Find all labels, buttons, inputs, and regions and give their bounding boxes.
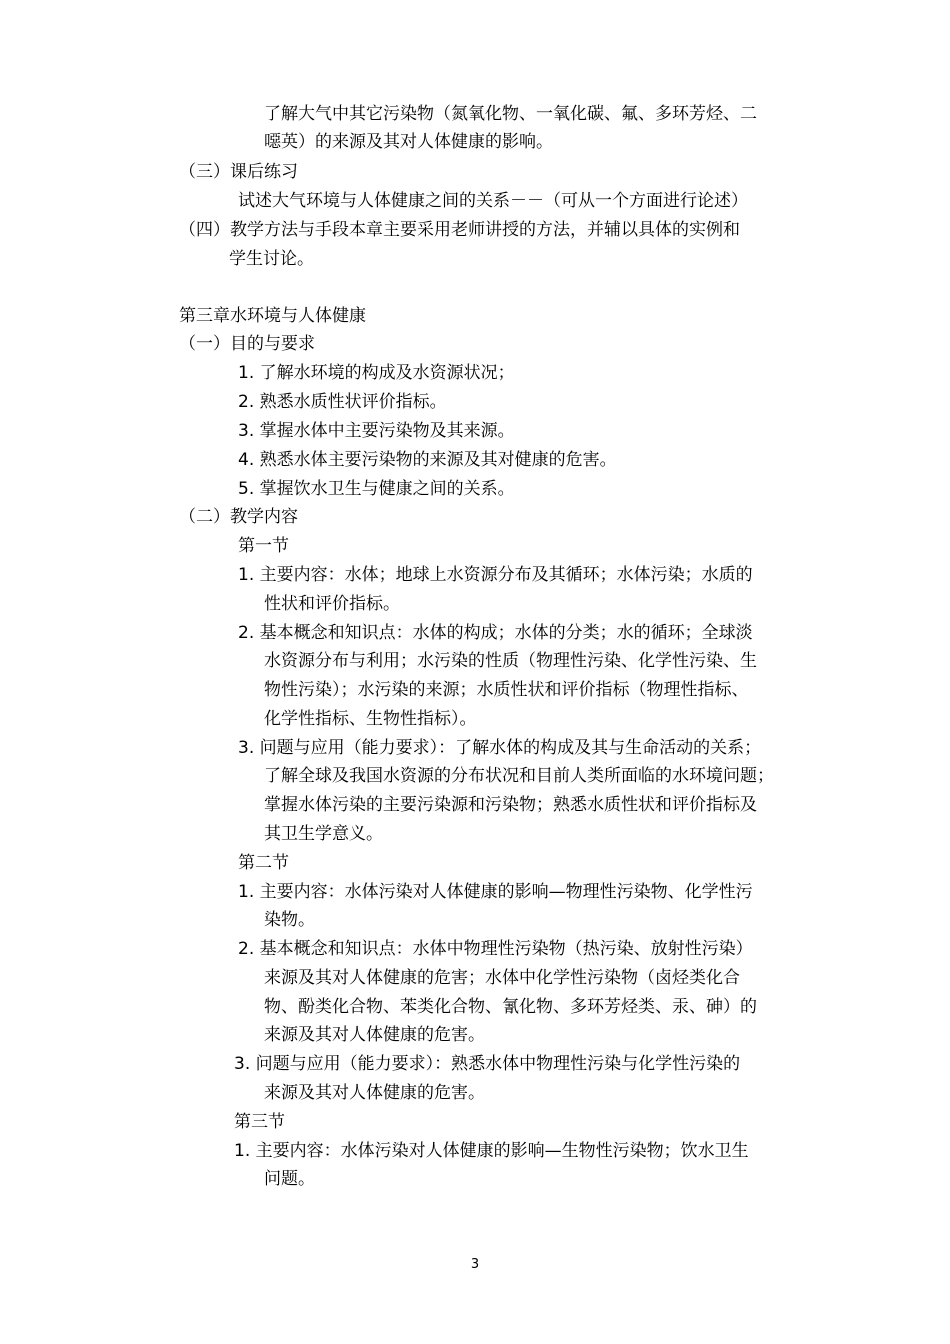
subsection-heading: 第三节 [234,1112,285,1132]
text-line: 物、酚类化合物、苯类化合物、氰化物、多环芳烃类、汞、砷）的 [264,997,757,1017]
list-item: 1. 主要内容：水体污染对人体健康的影响—生物性污染物；饮水卫生 [234,1141,749,1161]
text-line: 试述大气环境与人体健康之间的关系－－（可从一个方面进行论述） [238,191,748,211]
text-line: 来源及其对人体健康的危害。 [264,1025,485,1045]
list-item: 2. 基本概念和知识点：水体中物理性污染物（热污染、放射性污染） [238,939,753,959]
text-line: 学生讨论。 [229,249,314,269]
list-item: 4. 熟悉水体主要污染物的来源及其对健康的危害。 [238,450,617,470]
list-item: 5. 掌握饮水卫生与健康之间的关系。 [238,479,515,499]
subsection-heading: 第一节 [238,536,289,556]
text-line: 了解大气中其它污染物（氮氧化物、一氧化碳、氟、多环芳烃、二 [264,104,757,124]
text-line: 物性污染）；水污染的来源；水质性状和评价指标（物理性指标、 [264,680,749,700]
text-line: 其卫生学意义。 [264,824,383,844]
section-heading: （一）目的与要求 [179,334,315,354]
list-item: 1. 主要内容：水体污染对人体健康的影响—物理性污染物、化学性污 [238,882,753,902]
text-line: 来源及其对人体健康的危害；水体中化学性污染物（卤烃类化合 [264,968,740,988]
text-line: 掌握水体污染的主要污染源和污染物；熟悉水质性状和评价指标及 [264,795,757,815]
text-line: 化学性指标、生物性指标）。 [264,709,477,729]
text-line: 了解全球及我国水资源的分布状况和目前人类所面临的水环境问题； [264,766,774,786]
list-item: 1. 主要内容：水体；地球上水资源分布及其循环；水体污染；水质的 [238,565,753,585]
list-item: 2. 熟悉水质性状评价指标。 [238,392,447,412]
subsection-heading: 第二节 [238,853,289,873]
text-line: 噁英）的来源及其对人体健康的影响。 [264,132,553,152]
text-line: 问题。 [264,1169,315,1189]
list-item: 3. 问题与应用（能力要求）：熟悉水体中物理性污染与化学性污染的 [234,1054,741,1074]
section-heading: （二）教学内容 [179,507,298,527]
section-heading: （四）教学方法与手段本章主要采用老师讲授的方法，并辅以具体的实例和 [179,220,740,240]
list-item: 3. 问题与应用（能力要求）：了解水体的构成及其与生命活动的关系； [238,738,762,758]
section-heading: （三）课后练习 [179,162,298,182]
list-item: 2. 基本概念和知识点：水体的构成；水体的分类；水的循环；全球淡 [238,623,753,643]
chapter-title: 第三章水环境与人体健康 [179,306,366,326]
page-number: 3 [470,1257,480,1272]
text-line: 来源及其对人体健康的危害。 [264,1083,485,1103]
text-line: 性状和评价指标。 [264,594,400,614]
list-item: 1. 了解水环境的构成及水资源状况； [238,363,515,383]
text-line: 水资源分布与利用；水污染的性质（物理性污染、化学性污染、生 [264,651,757,671]
text-line: 染物。 [264,910,315,930]
list-item: 3. 掌握水体中主要污染物及其来源。 [238,421,515,441]
